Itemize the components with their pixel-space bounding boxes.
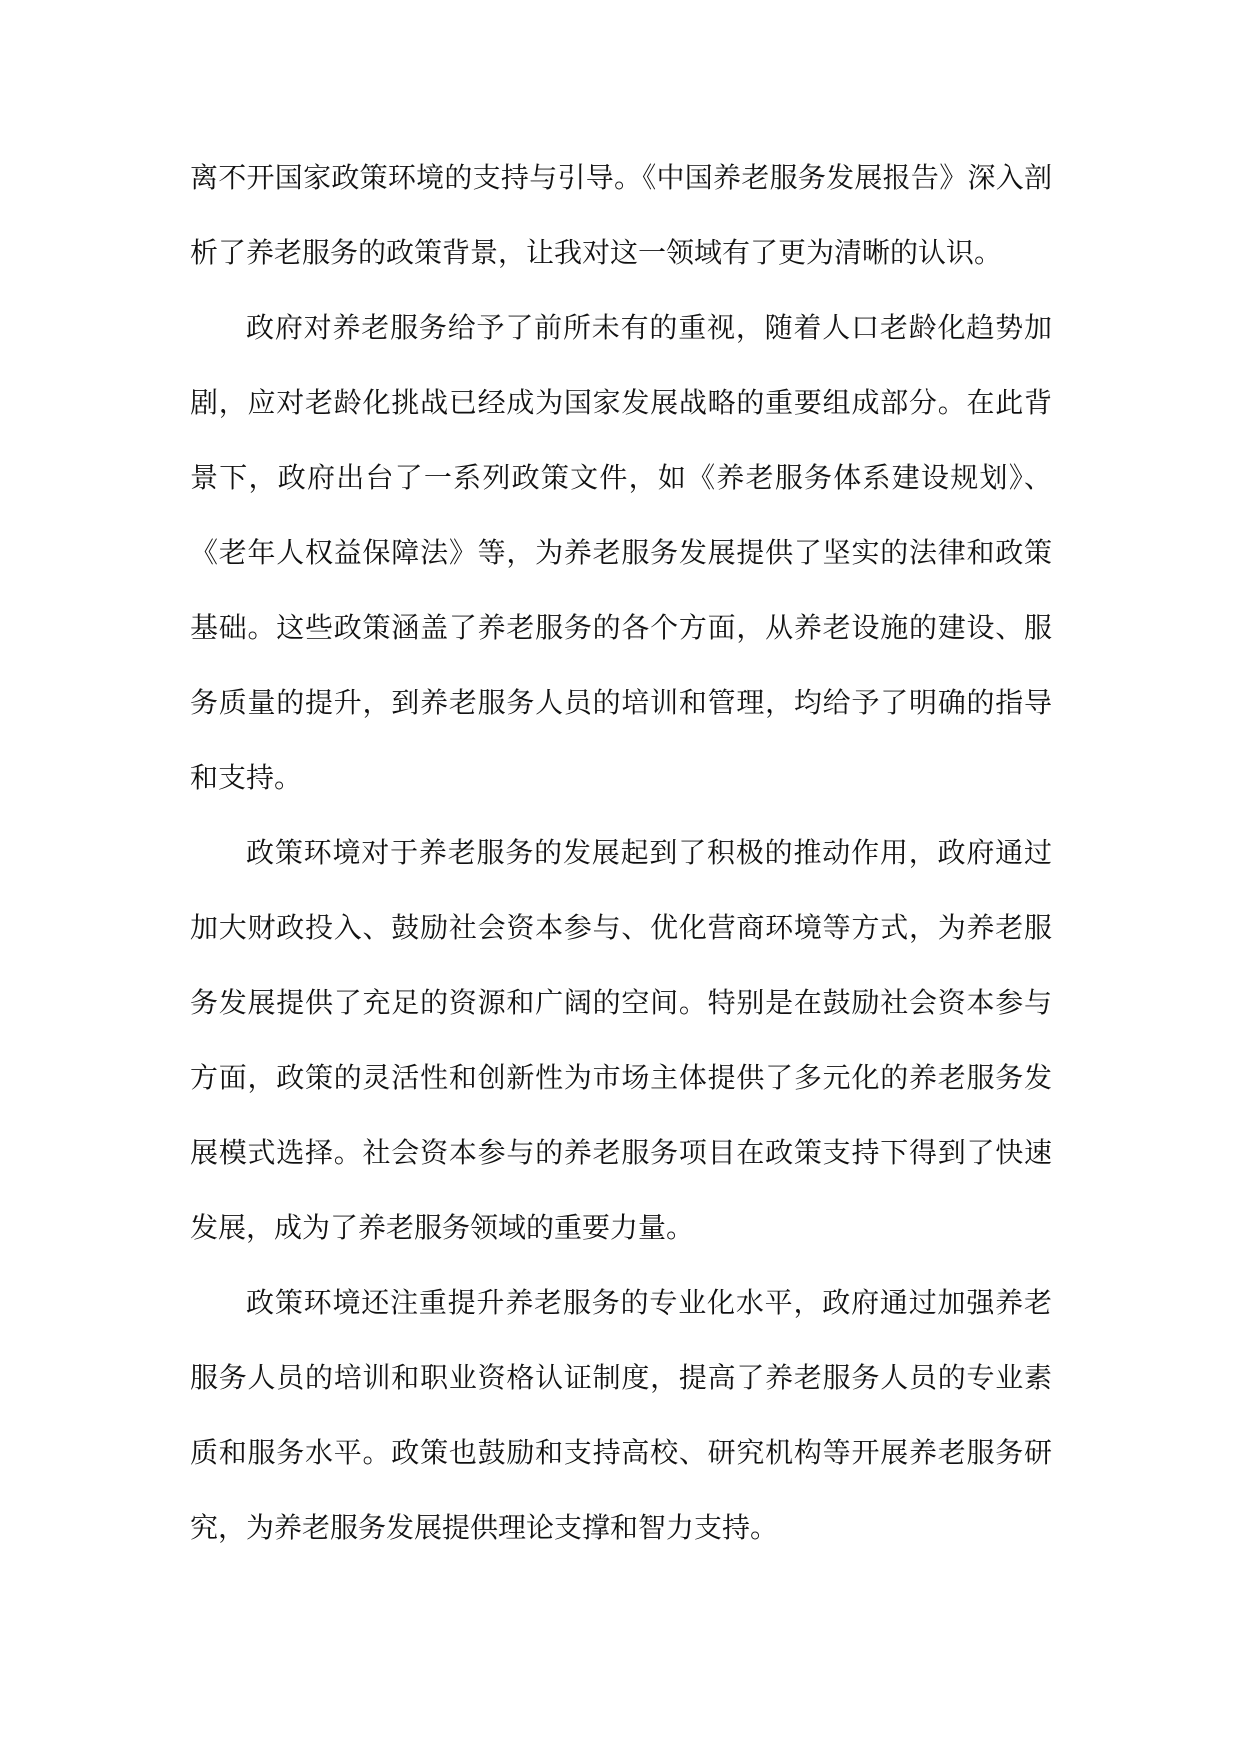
- document-body: [190, 140, 1052, 1565]
- paragraph-professionalization: 政策环境还注重提升养老服务的专业化水平，政府通过加强养老服务人员的培训和职业资格认证制度，提高了养老服务人员的专业素质和服务水平。政策也鼓励和支持高校、研究机构等开展养老服务研究，为养老服务发展提供理论支撑和智力支持。: [190, 1286, 1052, 1544]
- paragraph-policy-emphasis: 政府对养老服务给予了前所未有的重视，随着人口老龄化趋势加剧，应对老龄化挑战已经成为国家发展战略的重要组成部分。在此背景下，政府出台了一系列政策文件，如《养老服务体系建设规划》、《老年人权益保障法》等，为养老服务发展提供了坚实的法律和政策基础。这些政策涵盖了养老服务的各个方面，从养老设施的建设、服务质量的提升，到养老服务人员的培训和管理，均给予了明确的指导和支持。: [190, 311, 1052, 794]
- paragraph-policy-impact: 政策环境对于养老服务的发展起到了积极的推动作用，政府通过加大财政投入、鼓励社会资本参与、优化营商环境等方式，为养老服务发展提供了充足的资源和广阔的空间。特别是在鼓励社会资本参与方面，政策的灵活性和创新性为市场主体提供了多元化的养老服务发展模式选择。社会资本参与的养老服务项目在政策支持下得到了快速发展，成为了养老服务领域的重要力量。: [190, 836, 1052, 1244]
- paragraph-continuation: 离不开国家政策环境的支持与引导。《中国养老服务发展报告》深入剖析了养老服务的政策背景，让我对这一领域有了更为清晰的认识。: [190, 161, 1052, 269]
